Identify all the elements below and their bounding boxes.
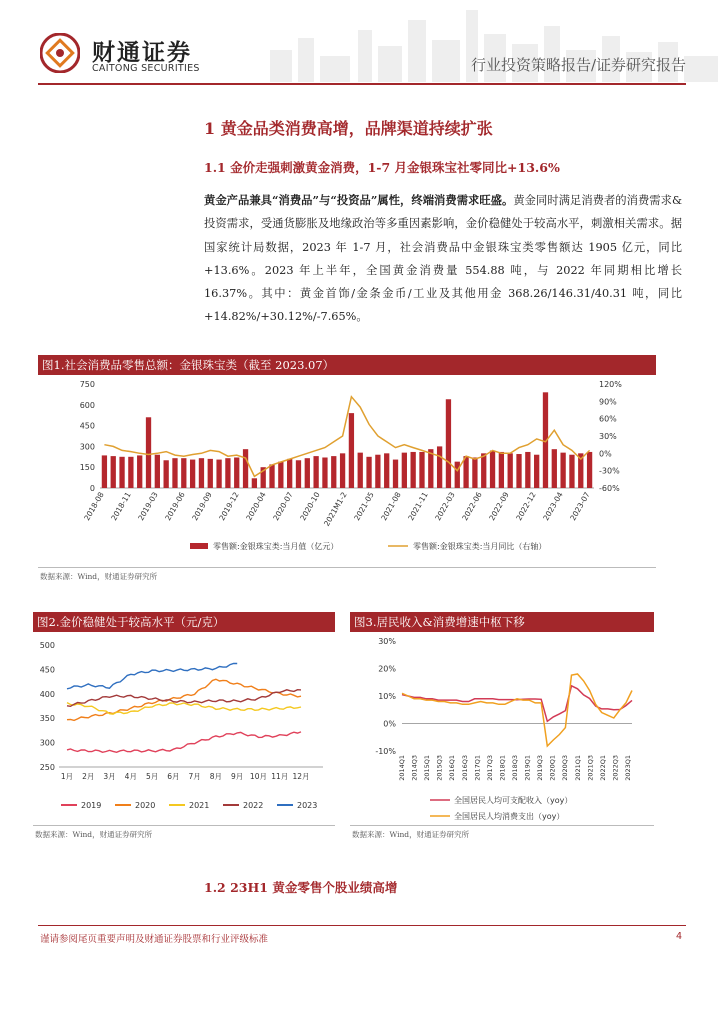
chart3-x-tick: 2021Q1 [573, 755, 582, 781]
chart1-y-left-tick: 750 [79, 380, 95, 389]
chart2-x-tick: 9月 [231, 772, 244, 781]
chart2-legend-2021: 2021 [189, 801, 210, 810]
chart3-y-tick: 20% [378, 664, 396, 674]
chart1-bar [128, 457, 133, 488]
chart1-bar [146, 417, 151, 488]
chart1-x-tick: 2023-07 [568, 490, 592, 523]
figure3-source: 数据来源：Wind，财通证券研究所 [352, 830, 470, 839]
chart2-legend-2022: 2022 [243, 801, 264, 810]
chart1-x-tick: 2021M1-2 [322, 490, 349, 528]
chart1-x-tick: 2022-06 [460, 490, 484, 523]
chart2-x-tick: 12月 [292, 772, 310, 781]
chart1-bar [208, 459, 213, 488]
chart1-bar [358, 453, 363, 488]
chart1-bar [102, 455, 107, 488]
chart2-x-tick: 4月 [124, 772, 137, 781]
chart3-line [402, 686, 632, 722]
chart1-bar [216, 460, 221, 488]
chart2-x-tick: 8月 [209, 772, 223, 781]
chart1-x-tick: 2022-09 [487, 490, 511, 523]
chart1-y-left-tick: 0 [89, 484, 95, 493]
chart1-bar [340, 453, 345, 488]
chart3-x-tick: 2014Q1 [398, 755, 406, 781]
figure3-source-divider [350, 825, 654, 826]
chart2-line-2019 [67, 732, 301, 752]
chart2-x-tick: 3月 [103, 772, 116, 781]
chart3-x-tick: 2017Q1 [473, 755, 482, 781]
chart1-bar [269, 464, 274, 488]
chart2-line-2022 [67, 690, 301, 707]
chart1-bar [190, 460, 195, 488]
figure2-title: 图2.金价稳健处于较高水平（元/克） [33, 612, 335, 632]
chart2-y-tick: 300 [39, 738, 55, 748]
chart1-y-right-tick: 90% [599, 397, 617, 407]
chart1-bar [499, 452, 504, 488]
chart1-legend-line: 零售额:金银珠宝类:当月同比（右轴） [413, 542, 547, 551]
chart1-bar [552, 449, 557, 488]
chart3-y-tick: 30% [378, 637, 396, 646]
subsection-title-2: 1.2 23H1 黄金零售个股业绩高增 [204, 880, 398, 895]
chart3-x-tick: 2016Q1 [448, 755, 457, 781]
chart1-bar [137, 455, 142, 488]
chart3-x-tick: 2018Q3 [511, 755, 519, 781]
chart1-bar [437, 446, 442, 488]
chart1-y-left-tick: 450 [79, 421, 95, 431]
chart1-x-tick: 2019-06 [163, 490, 187, 523]
chart1-bar [481, 453, 486, 488]
chart2-x-tick: 5月 [145, 772, 159, 781]
chart1-bar [508, 453, 513, 488]
chart3-x-tick: 2020Q3 [561, 755, 570, 781]
chart3-legend-income: 全国居民人均可支配收入（yoy） [454, 796, 573, 805]
chart1-bar [419, 452, 424, 488]
figure3-title: 图3.居民收入&消费增速中枢下移 [350, 612, 654, 632]
chart1-x-tick: 2021-11 [406, 490, 430, 523]
chart3-x-tick: 2014Q3 [410, 755, 419, 781]
chart1-x-tick: 2019-12 [217, 490, 241, 523]
chart1-bar [243, 449, 248, 488]
chart1-x-tick: 2019-03 [136, 490, 160, 523]
figure2-chart [33, 633, 335, 823]
body-paragraph [204, 189, 682, 329]
footer-disclaimer: 谨请参阅尾页重要声明及财通证券股票和行业评级标准 [40, 934, 269, 945]
figure1-source-divider [38, 567, 656, 568]
chart1-y-right-tick: -30% [599, 466, 620, 476]
chart1-bar [296, 460, 301, 488]
chart1-bar [252, 478, 257, 488]
chart1-y-right-tick: 120% [599, 380, 622, 389]
chart1-bar [287, 459, 292, 488]
header-divider [38, 83, 686, 85]
chart3-x-tick: 2019Q1 [523, 755, 532, 781]
chart1-x-tick: 2018-08 [82, 490, 106, 523]
chart1-bar [313, 456, 318, 488]
chart3-x-tick: 2022Q3 [611, 755, 620, 781]
chart1-bar [560, 453, 565, 488]
chart1-bar [402, 453, 407, 488]
chart1-bar [225, 458, 230, 488]
chart1-y-right-tick: 60% [599, 414, 617, 424]
chart1-x-tick: 2020-04 [244, 490, 268, 523]
report-type-label: 行业投资策略报告/证券研究报告 [470, 56, 686, 74]
chart1-bar [393, 460, 398, 488]
chart2-y-tick: 400 [39, 689, 55, 699]
chart1-bar [587, 452, 592, 488]
chart1-x-tick: 2022-03 [433, 490, 457, 523]
chart1-bar [455, 462, 460, 488]
chart3-x-tick: 2022Q1 [598, 755, 607, 781]
chart2-x-tick: 6月 [167, 772, 180, 781]
chart3-line [402, 674, 632, 746]
chart1-bar [322, 457, 327, 488]
subsection-title: 1.1 金价走强刺激黄金消费，1-7 月金银珠宝社零同比+13.6% [204, 160, 560, 175]
figure2-source-divider [33, 825, 335, 826]
figure1-source: 数据来源：Wind，财通证券研究所 [40, 572, 158, 581]
chart1-bar [305, 458, 310, 488]
chart2-y-tick: 500 [39, 641, 55, 650]
chart1-x-tick: 2021-08 [379, 490, 403, 523]
chart1-bar [349, 413, 354, 488]
chart2-y-tick: 250 [39, 763, 55, 772]
chart2-x-tick: 11月 [271, 772, 289, 781]
chart1-bar [490, 451, 495, 488]
chart2-y-tick: 450 [39, 665, 55, 675]
chart1-bar [463, 456, 468, 488]
figure1-title: 图1.社会消费品零售总额：金银珠宝类（截至 2023.07） [38, 355, 656, 375]
chart1-legend-bar: 零售额:金银珠宝类:当月值（亿元） [213, 542, 339, 551]
figure2-source: 数据来源：Wind，财通证券研究所 [35, 830, 153, 839]
chart2-line-2023 [67, 664, 237, 689]
page-number: 4 [675, 931, 682, 942]
chart3-x-tick: 2015Q1 [423, 755, 432, 781]
brand-name-cn: 财通证券 [92, 39, 192, 66]
chart1-x-tick: 2020-10 [298, 490, 322, 523]
chart1-bar [411, 452, 416, 488]
chart1-y-left-tick: 150 [79, 463, 95, 473]
chart1-y-left-tick: 300 [79, 442, 95, 452]
chart1-y-right-tick: 0% [599, 449, 612, 459]
chart2-legend-2020: 2020 [135, 801, 156, 810]
chart3-x-tick: 2017Q3 [485, 755, 494, 781]
chart3-legend-consumption: 全国居民人均消费支出（yoy） [454, 812, 565, 821]
chart2-legend-2019: 2019 [81, 801, 102, 810]
chart1-y-left-tick: 600 [79, 400, 95, 410]
chart1-x-tick: 2020-07 [271, 490, 295, 523]
chart1-bar [534, 455, 539, 488]
chart1-bar [155, 455, 160, 488]
chart1-legend-swatch-bar [190, 543, 208, 549]
chart1-bar [384, 453, 389, 488]
chart3-y-tick: 0% [383, 719, 396, 729]
chart2-y-tick: 350 [39, 714, 55, 724]
chart3-x-tick: 2021Q3 [586, 755, 595, 781]
chart2-legend-2023: 2023 [297, 801, 318, 810]
chart3-x-tick: 2023Q1 [624, 755, 632, 781]
chart1-bar [181, 458, 186, 488]
chart1-bar [164, 460, 169, 488]
chart1-bar [199, 458, 204, 488]
caitong-logo [40, 33, 80, 73]
paragraph-lead: 黄金产品兼具“消费品”与“投资品”属性，终端消费需求旺盛。 [204, 193, 514, 207]
chart1-bar [234, 457, 239, 488]
footer-divider [38, 925, 686, 926]
chart3-x-tick: 2019Q3 [536, 755, 545, 781]
section-title: 1 黄金品类消费高增，品牌渠道持续扩张 [204, 119, 493, 138]
chart1-x-tick: 2023-04 [541, 490, 565, 523]
chart1-x-tick: 2019-09 [190, 490, 214, 523]
chart3-x-tick: 2020Q1 [548, 755, 557, 781]
chart1-x-tick: 2018-11 [109, 490, 133, 523]
chart1-bar [472, 457, 477, 488]
chart2-x-tick: 1月 [60, 772, 74, 781]
chart2-line-2021 [67, 703, 301, 715]
paragraph-text: 黄金同时满足消费者的消费需求&投资需求，受通货膨胀及地缘政治等多重因素影响，金价稳健处于较高水平，刺激相关需求。据国家统计局数据，2023 年 1-7 月，社会消费品中金银珠宝类零售额达 1905 亿元，同比+13.6%。2023 年上半年，全国黄金消费量 554.88 吨，与 2022 年同期相比增长 16.37%。其中：黄金首饰/金条金币/工业及其他用金 368.26/146.31/40.31 吨，同比+14.82%/+30.12%/-7.65%。 [204, 194, 683, 324]
chart1-bar [375, 455, 380, 488]
chart1-bar [366, 457, 371, 488]
chart1-bar [525, 452, 530, 488]
chart2-x-tick: 10月 [249, 772, 267, 781]
chart1-x-tick: 2021-05 [352, 490, 376, 523]
brand-name-en: CAITONG SECURITIES [92, 63, 200, 74]
figure1-chart [38, 376, 656, 564]
chart1-bar [119, 457, 124, 488]
chart2-x-tick: 2月 [82, 772, 95, 781]
chart1-x-tick: 2022-12 [514, 490, 538, 523]
chart3-y-tick: -10% [375, 747, 396, 756]
chart3-x-tick: 2018Q1 [498, 755, 507, 781]
chart1-bar [111, 456, 116, 488]
chart3-y-tick: 10% [378, 692, 396, 701]
chart3-x-tick: 2015Q3 [435, 755, 444, 781]
chart1-y-right-tick: -60% [599, 484, 620, 493]
chart3-x-tick: 2016Q3 [460, 755, 469, 781]
chart1-y-right-tick: 30% [599, 432, 617, 441]
chart1-bar [172, 458, 177, 488]
chart1-bar [446, 399, 451, 488]
chart1-bar [569, 455, 574, 488]
chart2-x-tick: 7月 [188, 772, 201, 781]
chart1-bar [428, 449, 433, 488]
chart1-bar [516, 454, 521, 488]
chart1-bar [331, 456, 336, 488]
figure3-chart [350, 633, 654, 823]
chart1-bar [278, 462, 283, 488]
